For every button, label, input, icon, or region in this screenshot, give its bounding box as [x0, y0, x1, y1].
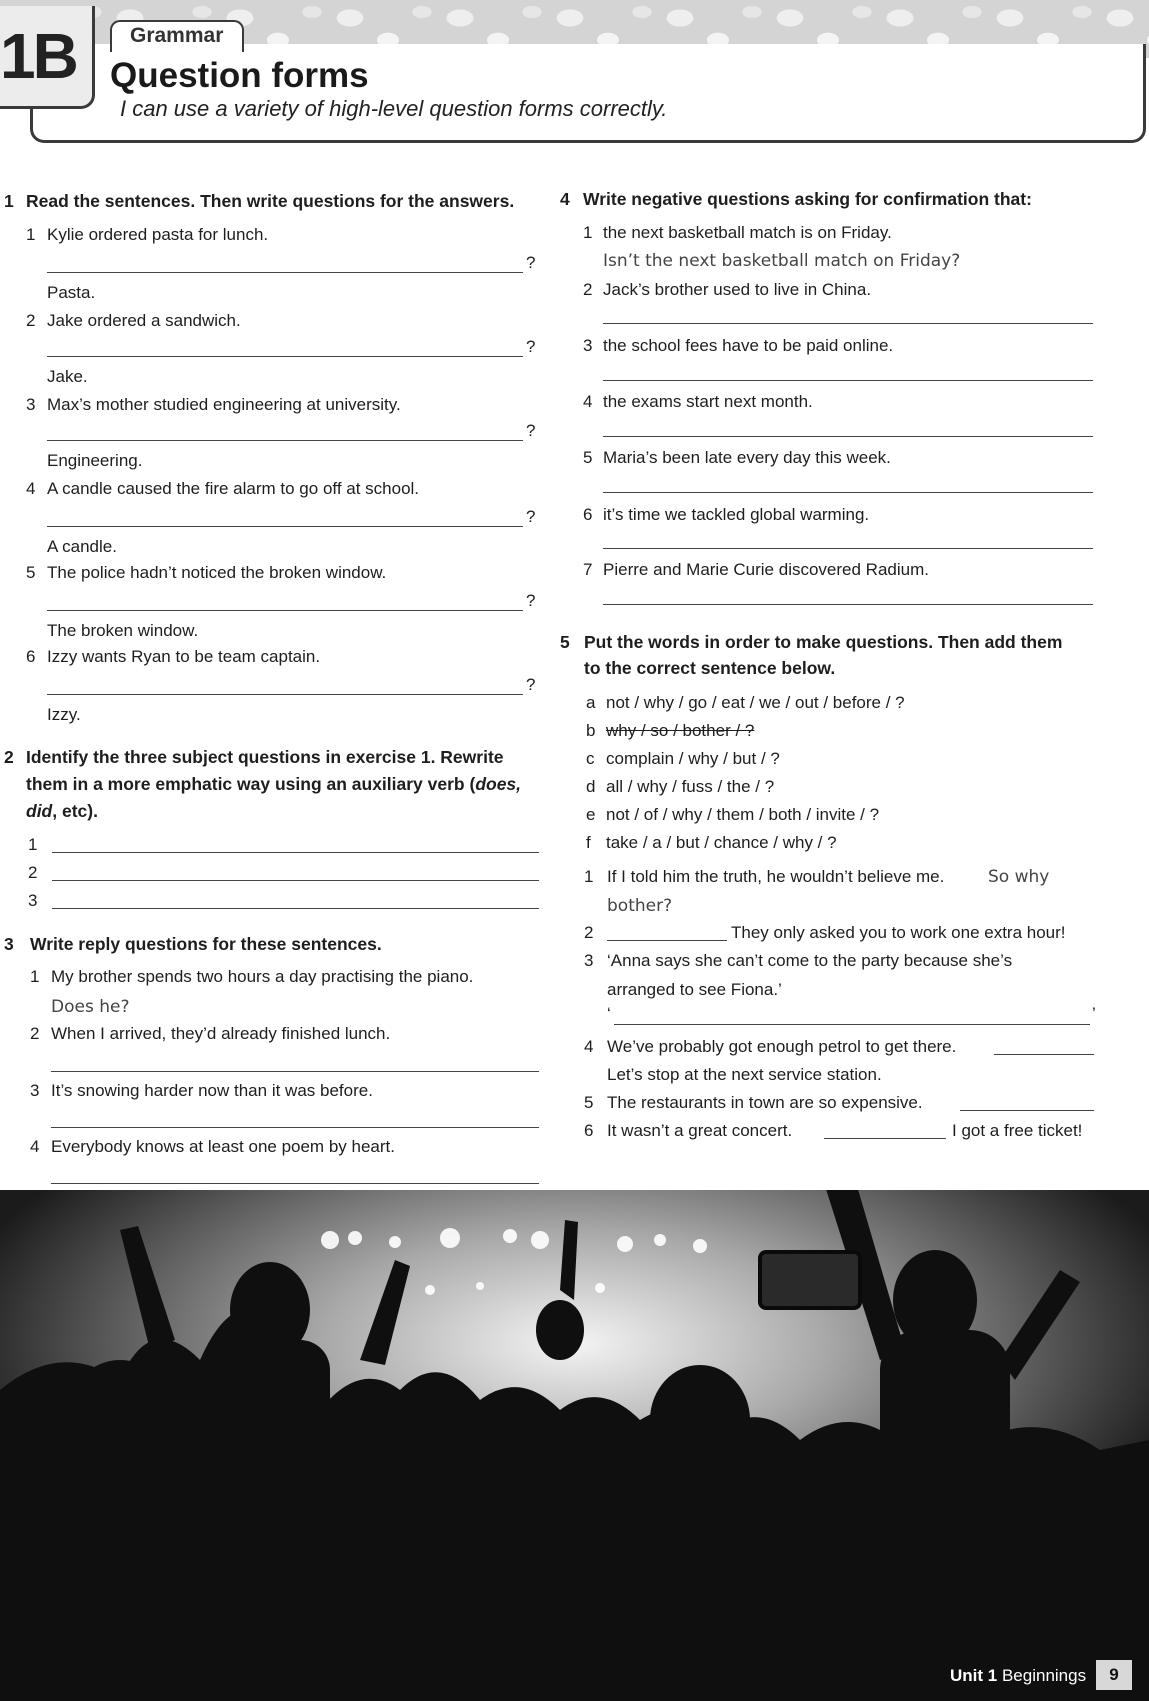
- answer-line[interactable]: [47, 610, 523, 611]
- item-sentence-cont: Let’s stop at the next service station.: [607, 1065, 882, 1084]
- item-number: 3: [28, 891, 38, 910]
- exercise-number: 3: [4, 934, 14, 954]
- item-sentence: If I told him the truth, he wouldn’t believe me.: [607, 867, 945, 886]
- answer-line[interactable]: [52, 908, 539, 909]
- open-quote: ‘: [607, 1004, 611, 1023]
- item-sentence: Jake ordered a sandwich.: [47, 311, 241, 330]
- word-list: take / a / but / chance / why / ?: [606, 833, 837, 852]
- page-number: 9: [1096, 1660, 1132, 1690]
- word-list: not / why / go / eat / we / out / before / ?: [606, 693, 905, 712]
- item-sentence-cont: arranged to see Fiona.’: [607, 980, 782, 999]
- question-mark: ?: [526, 591, 536, 610]
- item-number: 4: [30, 1137, 40, 1156]
- item-sentence: Maria’s been late every day this week.: [603, 448, 891, 467]
- heading-text: them in a more emphatic way using an auxiliary verb (: [26, 774, 476, 794]
- word-list: not / of / why / them / both / invite / ?: [606, 805, 880, 824]
- answer-line[interactable]: [52, 880, 539, 881]
- item-sentence: A candle caused the fire alarm to go off at school.: [47, 479, 420, 498]
- word-letter: a: [586, 693, 596, 712]
- item-number: 3: [30, 1081, 40, 1100]
- answer-line[interactable]: [603, 436, 1093, 437]
- answer-blank[interactable]: [994, 1054, 1094, 1055]
- item-number: 6: [583, 505, 593, 524]
- exercise-heading: Read the sentences. Then write questions for the answers.: [26, 191, 515, 211]
- exercise-heading: Write reply questions for these sentences.: [30, 934, 382, 954]
- item-number: 6: [584, 1121, 594, 1140]
- item-sentence: the next basketball match is on Friday.: [603, 223, 892, 242]
- lesson-goal: I can use a variety of high-level question forms correctly.: [120, 96, 668, 121]
- exercise-number: 5: [560, 632, 570, 652]
- item-number: 5: [26, 563, 36, 582]
- question-mark: ?: [526, 507, 536, 526]
- item-sentence: The restaurants in town are so expensive.: [607, 1093, 923, 1112]
- item-number: 2: [583, 280, 593, 299]
- question-mark: ?: [526, 337, 536, 356]
- unit-name: Beginnings: [1001, 1666, 1087, 1685]
- item-sentence: Jack’s brother used to live in China.: [603, 280, 872, 299]
- word-letter: c: [586, 749, 595, 768]
- concert-crowd-photo: [0, 1190, 1149, 1701]
- item-sentence: Pierre and Marie Curie discovered Radium.: [603, 560, 929, 579]
- word-letter: b: [586, 721, 596, 740]
- item-number: 7: [583, 560, 593, 579]
- answer-line[interactable]: [51, 1127, 539, 1128]
- item-number: 3: [26, 395, 36, 414]
- word-list-used: why / so / bother / ?: [606, 721, 755, 740]
- item-number: 2: [26, 311, 36, 330]
- answer-line[interactable]: [47, 694, 523, 695]
- question-mark: ?: [526, 253, 536, 272]
- item-sentence: The police hadn’t noticed the broken window.: [47, 563, 387, 582]
- word-letter: d: [586, 777, 596, 796]
- exercise-heading-line1: Identify the three subject questions in exercise 1. Rewrite: [26, 747, 504, 767]
- unit-label: Unit 1: [950, 1666, 998, 1685]
- footer-unit: [950, 1666, 1086, 1686]
- item-number: 1: [584, 867, 594, 886]
- exercise-number: 4: [560, 189, 570, 209]
- item-answer: Izzy.: [47, 705, 81, 724]
- item-number: 1: [28, 835, 38, 854]
- item-number: 1: [26, 225, 36, 244]
- answer-line[interactable]: [603, 323, 1093, 324]
- answer-line[interactable]: [47, 440, 523, 441]
- item-number: 4: [26, 479, 36, 498]
- item-number: 2: [30, 1024, 40, 1043]
- answer-line[interactable]: [603, 604, 1093, 605]
- item-number: 4: [584, 1037, 594, 1056]
- answer-blank[interactable]: [824, 1138, 946, 1139]
- answer-line[interactable]: [47, 272, 523, 273]
- answer-line[interactable]: [52, 852, 539, 853]
- item-number: 3: [584, 951, 594, 970]
- page-title: Question forms: [110, 56, 369, 95]
- close-quote: ’: [1092, 1004, 1096, 1023]
- example-answer: Does he?: [51, 997, 130, 1017]
- item-answer: The broken window.: [47, 621, 199, 640]
- crowd-silhouette-illustration: [0, 1190, 1149, 1701]
- item-answer: Engineering.: [47, 451, 143, 470]
- answer-line[interactable]: [51, 1071, 539, 1072]
- item-answer: Pasta.: [47, 283, 96, 302]
- section-label: Grammar: [130, 24, 224, 47]
- heading-italic: did: [26, 801, 53, 821]
- answer-line[interactable]: [47, 356, 523, 357]
- item-sentence: the exams start next month.: [603, 392, 813, 411]
- question-mark: ?: [526, 421, 536, 440]
- item-sentence: Kylie ordered pasta for lunch.: [47, 225, 269, 244]
- item-answer: Jake.: [47, 367, 88, 386]
- answer-line[interactable]: [603, 492, 1093, 493]
- word-letter: f: [586, 833, 591, 852]
- answer-line[interactable]: [603, 380, 1093, 381]
- item-sentence: the school fees have to be paid online.: [603, 336, 894, 355]
- item-sentence: We’ve probably got enough petrol to get there.: [607, 1037, 957, 1056]
- answer-line[interactable]: [603, 548, 1093, 549]
- exercise-heading-line2: to the correct sentence below.: [584, 658, 836, 678]
- item-number: 3: [583, 336, 593, 355]
- item-sentence: When I arrived, they’d already finished lunch.: [51, 1024, 391, 1043]
- item-sentence: It wasn’t a great concert.: [607, 1121, 793, 1140]
- item-sentence: It’s snowing harder now than it was before.: [51, 1081, 373, 1100]
- item-sentence: Everybody knows at least one poem by heart.: [51, 1137, 395, 1156]
- item-number: 5: [583, 448, 593, 467]
- heading-italic: does,: [475, 774, 522, 794]
- example-answer: So why: [988, 867, 1050, 887]
- item-sentence: My brother spends two hours a day practising the piano.: [51, 967, 474, 986]
- item-sentence: Izzy wants Ryan to be team captain.: [47, 647, 321, 666]
- question-mark: ?: [526, 675, 536, 694]
- answer-line[interactable]: [47, 526, 523, 527]
- item-sentence-end: I got a free ticket!: [952, 1121, 1083, 1140]
- word-list: complain / why / but / ?: [606, 749, 780, 768]
- answer-line[interactable]: [51, 1183, 539, 1184]
- answer-blank[interactable]: [960, 1110, 1094, 1111]
- item-sentence: Max’s mother studied engineering at university.: [47, 395, 401, 414]
- exercise-heading-line1: Put the words in order to make questions. Then add them: [584, 632, 1063, 652]
- word-letter: e: [586, 805, 596, 824]
- item-number: 2: [28, 863, 38, 882]
- example-answer: Isn’t the next basketball match on Friday?: [603, 251, 961, 271]
- exercise-number: 2: [4, 747, 14, 767]
- item-sentence: ‘Anna says she can’t come to the party because she’s: [607, 951, 1013, 970]
- answer-blank[interactable]: [607, 940, 727, 941]
- example-answer-cont: bother?: [607, 896, 673, 916]
- item-sentence: They only asked you to work one extra hour!: [731, 923, 1066, 942]
- item-number: 5: [584, 1093, 594, 1112]
- exercise-heading-line2: [26, 773, 521, 795]
- heading-text: , etc).: [52, 801, 98, 821]
- item-number: 2: [584, 923, 594, 942]
- exercise-number: 1: [4, 191, 14, 211]
- item-number: 4: [583, 392, 593, 411]
- exercise-heading-line3: [26, 800, 98, 822]
- item-sentence: it’s time we tackled global warming.: [603, 505, 870, 524]
- answer-line[interactable]: [614, 1024, 1090, 1025]
- item-number: 6: [26, 647, 36, 666]
- unit-code-box: [0, 6, 95, 109]
- exercise-heading: Write negative questions asking for confirmation that:: [583, 189, 1032, 209]
- item-number: 1: [583, 223, 593, 242]
- item-answer: A candle.: [47, 537, 117, 556]
- word-list: all / why / fuss / the / ?: [606, 777, 775, 796]
- item-number: 1: [30, 967, 40, 986]
- unit-code: 1B: [0, 20, 76, 92]
